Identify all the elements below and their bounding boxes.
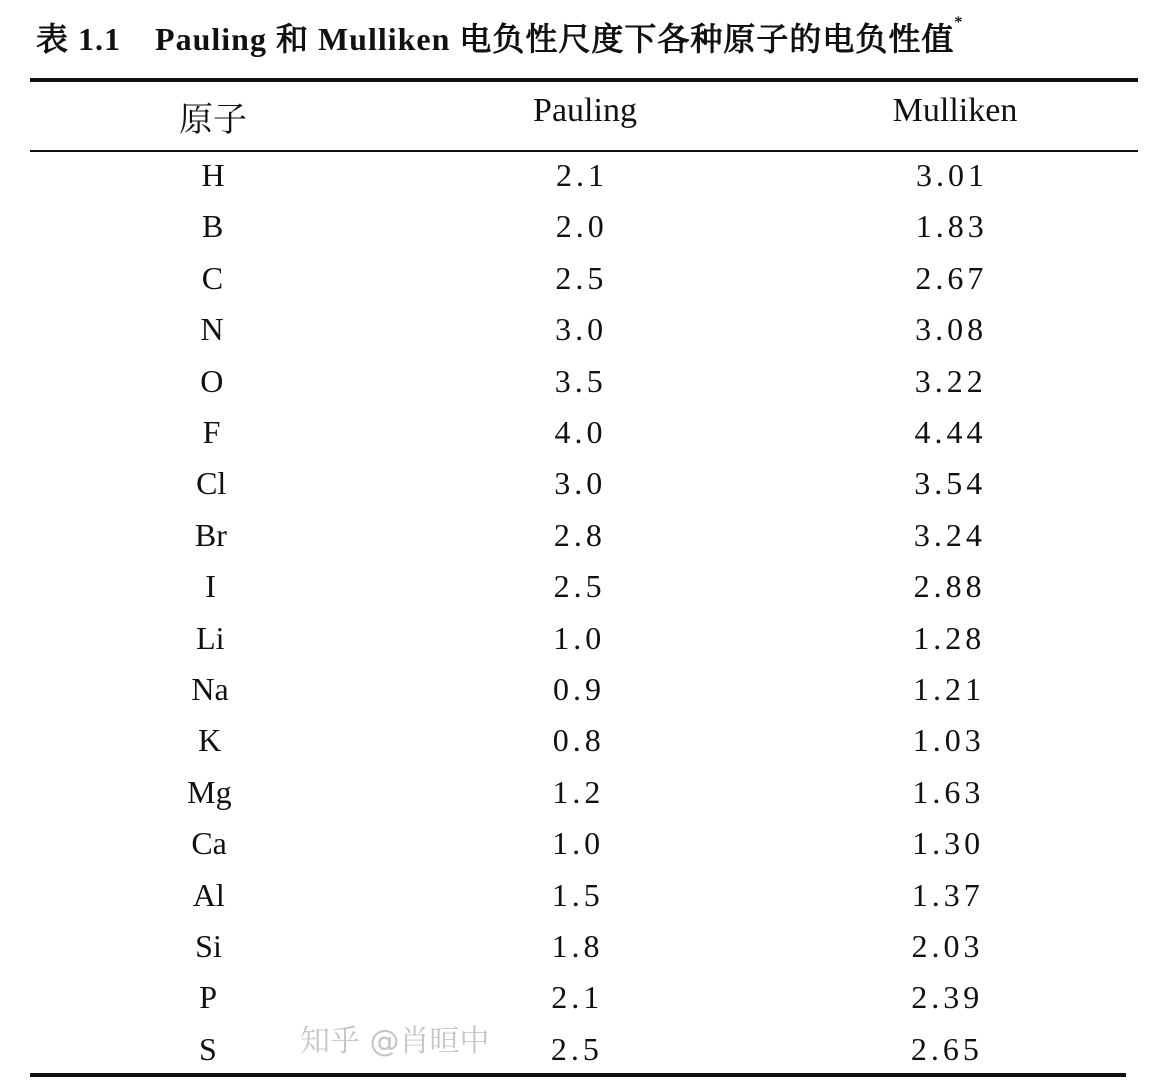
header-atom: 原子 [179, 102, 247, 139]
pauling-cell: 1.0 [553, 619, 606, 656]
mulliken-cell: 2.67 [915, 259, 988, 296]
table-row [0, 157, 1150, 208]
atom-cell: S [198, 1030, 217, 1067]
table-row [0, 620, 1150, 671]
pauling-cell: 2.0 [555, 208, 608, 245]
mulliken-cell: 1.28 [913, 619, 986, 656]
atom-cell: K [198, 722, 222, 759]
pauling-cell: 1.5 [551, 876, 604, 913]
pauling-cell: 2.5 [550, 1030, 603, 1067]
pauling-cell: 1.2 [552, 773, 605, 810]
top-rule [30, 78, 1138, 82]
watermark: 知乎 @肖晅中 [300, 1024, 490, 1059]
atom-cell: H [201, 157, 225, 193]
pauling-cell: 0.8 [552, 722, 605, 759]
atom-cell: F [202, 414, 221, 450]
table-row [0, 825, 1150, 876]
atom-cell: Si [195, 928, 222, 964]
footnote-mark: * [954, 14, 964, 31]
mulliken-cell: 3.01 [916, 157, 988, 193]
mulliken-cell: 4.44 [914, 414, 987, 450]
pauling-cell: 2.1 [556, 157, 608, 193]
atom-cell: P [199, 979, 218, 1016]
mulliken-cell: 2.39 [911, 979, 984, 1016]
table-row [0, 722, 1150, 773]
mulliken-cell: 2.03 [911, 928, 984, 964]
mulliken-cell: 1.37 [911, 876, 984, 913]
atom-cell: Ca [191, 825, 227, 862]
pauling-cell: 4.0 [554, 414, 607, 450]
atom-cell: Br [194, 516, 227, 553]
pauling-cell: 2.5 [555, 259, 608, 296]
pauling-cell: 2.8 [553, 516, 606, 553]
pauling-cell: 0.9 [553, 671, 605, 707]
header-pauling: Pauling [533, 92, 637, 129]
table-row [0, 517, 1150, 568]
atom-cell: Li [196, 619, 225, 656]
pauling-cell: 3.5 [554, 362, 607, 399]
table-row [0, 414, 1150, 465]
atom-cell: Mg [187, 773, 232, 810]
mulliken-cell: 1.83 [915, 208, 988, 245]
atom-cell: Cl [196, 465, 227, 502]
mulliken-cell: 1.63 [912, 773, 985, 810]
mulliken-cell: 2.88 [913, 568, 986, 605]
mulliken-cell: 3.08 [915, 311, 988, 348]
mulliken-cell: 1.30 [912, 825, 985, 862]
table-title: Pauling 和 Mulliken 电负性尺度下各种原子的电负性值 [155, 21, 955, 57]
atom-cell: B [202, 208, 224, 245]
table-number: 表 1.1 [36, 21, 122, 57]
mulliken-cell: 3.22 [914, 362, 987, 399]
atom-cell: Al [192, 876, 225, 913]
table-row [0, 928, 1150, 979]
table-row [0, 260, 1150, 311]
pauling-cell: 3.0 [555, 311, 608, 348]
mulliken-cell: 3.24 [913, 516, 986, 553]
table-row [0, 311, 1150, 362]
atom-cell: C [201, 259, 224, 296]
table-row [0, 363, 1150, 414]
table-row [0, 979, 1150, 1030]
pauling-cell: 3.0 [554, 465, 607, 502]
atom-cell: I [205, 568, 216, 605]
atom-cell: N [200, 311, 224, 348]
table-row [0, 877, 1150, 928]
atom-cell: O [200, 362, 224, 399]
header-mulliken: Mulliken [892, 92, 1018, 129]
mulliken-cell: 1.03 [912, 722, 985, 759]
table-row [0, 465, 1150, 516]
table-row [0, 671, 1150, 722]
header-rule [30, 150, 1138, 152]
pauling-cell: 1.8 [551, 928, 604, 964]
atom-cell: Na [191, 671, 229, 707]
pauling-cell: 1.0 [552, 825, 605, 862]
bottom-rule [30, 1073, 1126, 1077]
mulliken-cell: 2.65 [910, 1030, 983, 1067]
pauling-cell: 2.1 [551, 979, 604, 1016]
table-row [0, 568, 1150, 619]
mulliken-cell: 3.54 [914, 465, 987, 502]
table-row [0, 208, 1150, 259]
table-row [0, 774, 1150, 825]
pauling-cell: 2.5 [553, 568, 606, 605]
table-caption [36, 14, 963, 60]
mulliken-cell: 1.21 [913, 671, 985, 707]
